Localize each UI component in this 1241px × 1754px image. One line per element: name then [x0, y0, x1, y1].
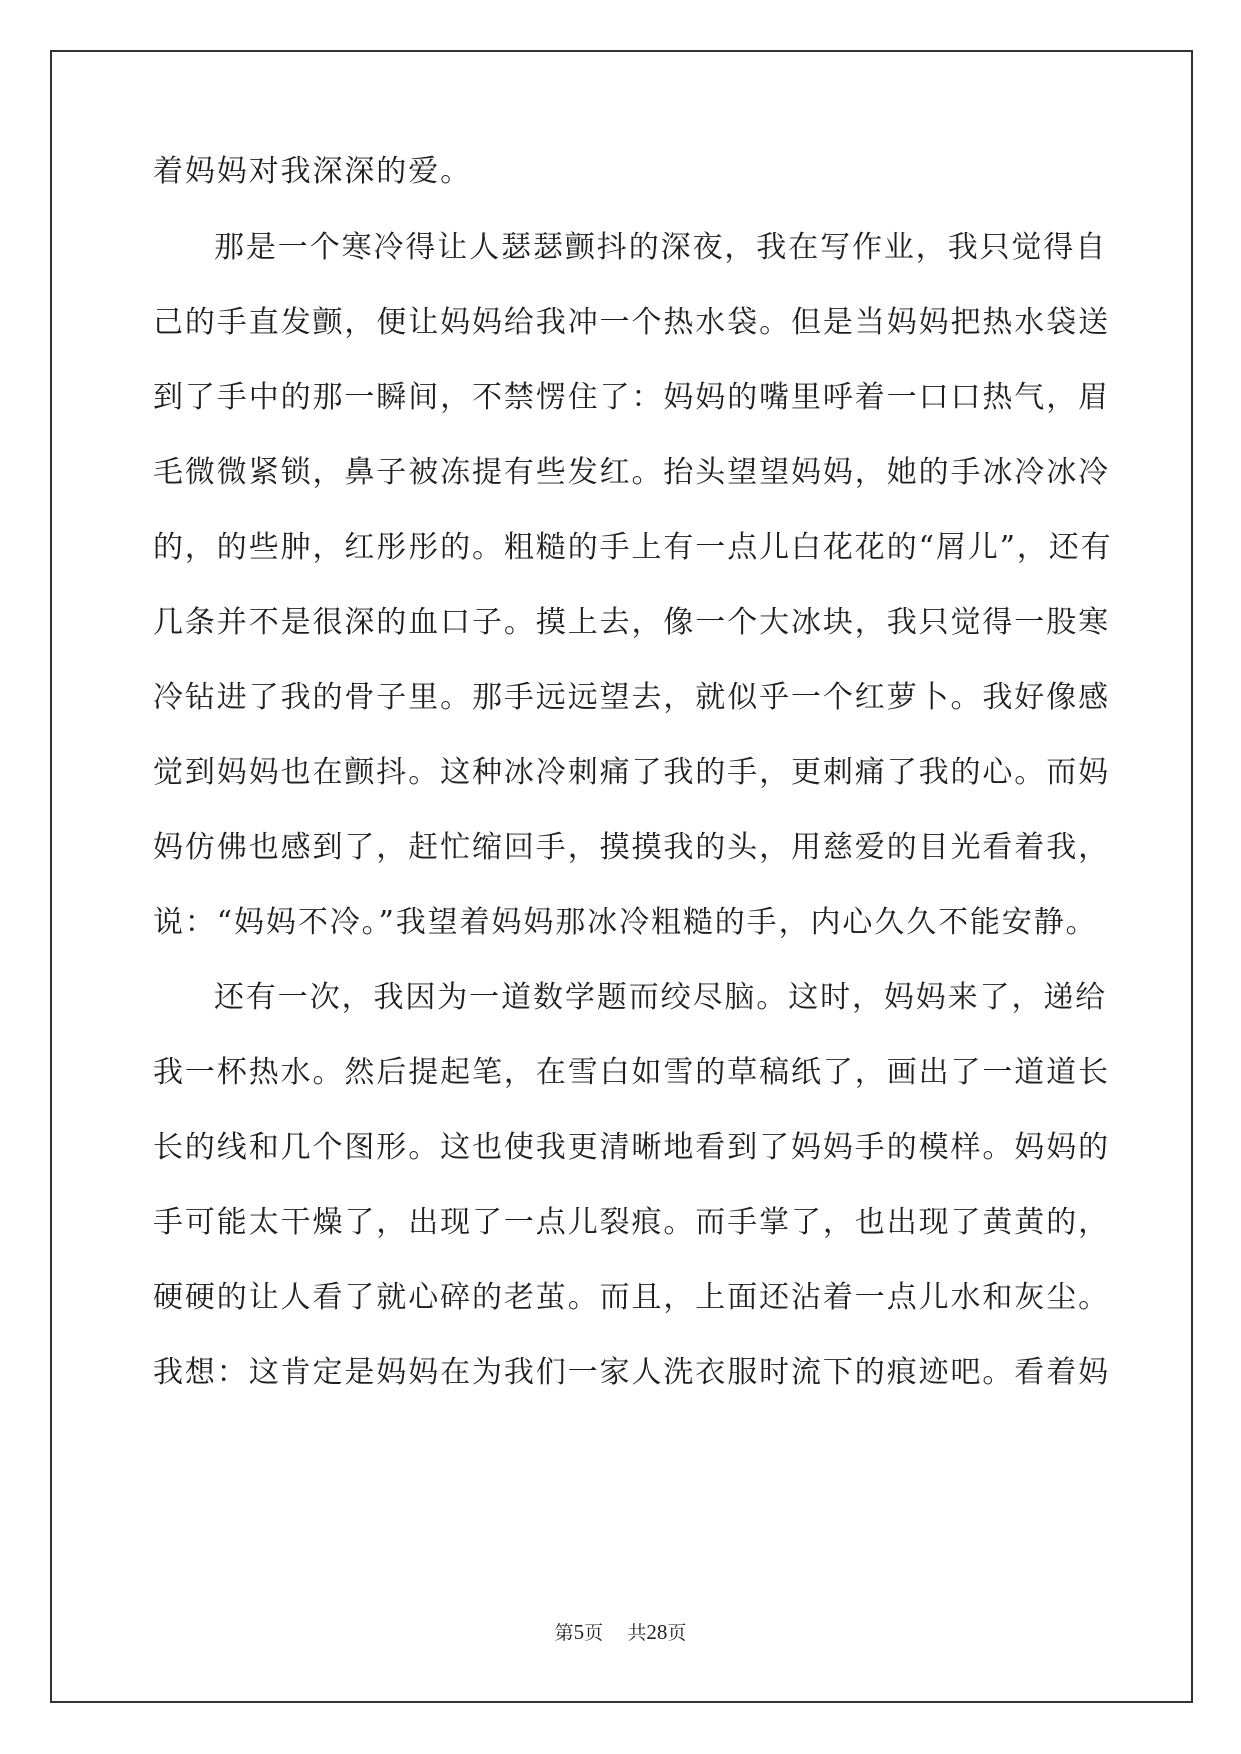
paragraph-line: 妈仿佛也感到了，赶忙缩回手，摸摸我的头，用慈爱的目光看着我， [153, 830, 1110, 865]
page-number: 5 [573, 1620, 585, 1644]
paragraph-line: 几条并不是很深的血口子。摸上去，像一个大冰块，我只觉得一股寒 [153, 605, 1110, 640]
paragraph-line: 手可能太干燥了，出现了一点儿裂痕。而手掌了，也出现了黄黄的， [153, 1205, 1110, 1240]
paragraph-line: 说：“妈妈不冷。”我望着妈妈那冰冷粗糙的手，内心久久不能安静。 [153, 905, 1098, 940]
page-label: 第5页 [554, 1620, 604, 1644]
paragraph-line: 长的线和几个图形。这也使我更清晰地看到了妈妈手的模样。妈妈的 [153, 1130, 1110, 1165]
paragraph-line: 觉到妈妈也在颤抖。这种冰冷刺痛了我的手，更刺痛了我的心。而妈 [153, 755, 1110, 790]
paragraph-line: 还有一次，我因为一道数学题而绞尽脑。这时，妈妈来了，递给 [214, 980, 1108, 1015]
total-pages-label: 共28页 [627, 1620, 687, 1644]
paragraph-line: 的，的些肿，红彤彤的。粗糙的手上有一点儿白花花的“屑儿”，还有 [153, 530, 1113, 565]
page-border [50, 50, 1193, 1703]
paragraph-line: 我一杯热水。然后提起笔，在雪白如雪的草稿纸了，画出了一道道长 [153, 1055, 1110, 1090]
paragraph-line: 己的手直发颤，便让妈妈给我冲一个热水袋。但是当妈妈把热水袋送 [153, 305, 1110, 340]
paragraph-line: 我想：这肯定是妈妈在为我们一家人洗衣服时流下的痕迹吧。看着妈 [153, 1355, 1110, 1390]
page-footer [0, 1620, 1241, 1645]
paragraph-line: 着妈妈对我深深的爱。 [153, 154, 472, 189]
paragraph-line: 毛微微紧锁，鼻子被冻提有些发红。抬头望望妈妈，她的手冰冷冰冷 [153, 455, 1110, 490]
paragraph-line: 冷钻进了我的骨子里。那手远远望去，就似乎一个红萝卜。我好像感 [153, 680, 1110, 715]
total-pages: 28 [646, 1620, 668, 1644]
paragraph-line: 硬硬的让人看了就心碎的老茧。而且，上面还沾着一点儿水和灰尘。 [153, 1280, 1110, 1315]
paragraph-line: 到了手中的那一瞬间，不禁愣住了：妈妈的嘴里呼着一口口热气，眉 [153, 380, 1110, 415]
paragraph-line: 那是一个寒冷得让人瑟瑟颤抖的深夜，我在写作业，我只觉得自 [214, 230, 1108, 265]
